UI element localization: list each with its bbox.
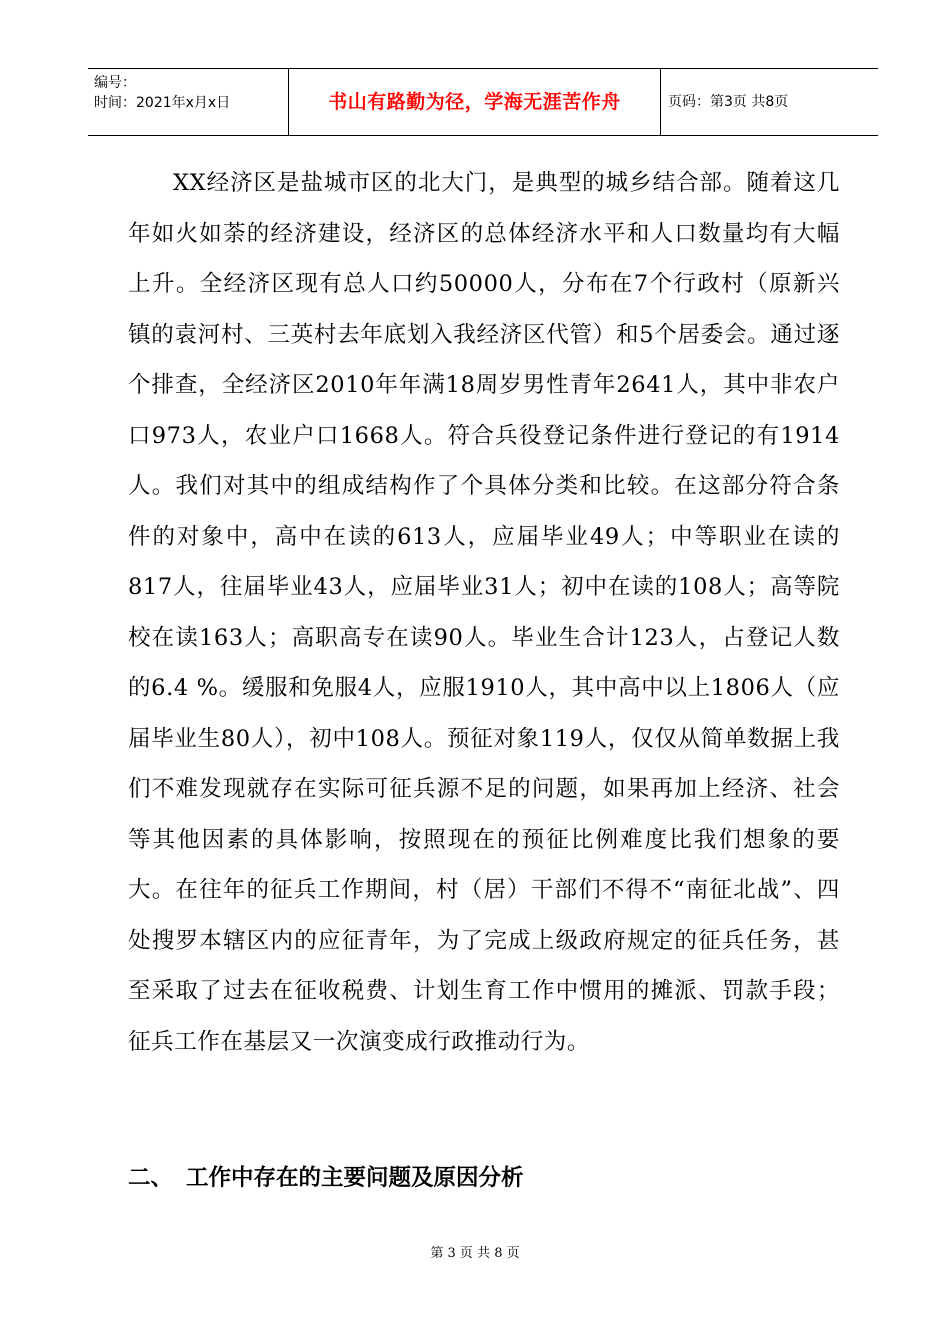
body-paragraph: XX经济区是盐城市区的北大门，是典型的城乡结合部。随着这几年如火如荼的经济建设，经济区的总体经济水平和人口数量均有大幅上升。全经济区现有总人口约50000人，分布在7个行政村（原新兴镇的袁河村、三英村去年底划入我经济区代管）和5个居委会。通过逐个排查，全经济区2010年年满18周岁男性青年2641人，其中非农户口973人，农业户口1668人。符合兵役登记条件进行登记的有1914人。我们对其中的组成结构作了个具体分类和比较。在这部分符合条件的对象中，高中在读的613人，应届毕业49人；中等职业在读的817人，往届毕业43人，应届毕业31人；初中在读的108人；高等院校在读163人；高职高专在读90人。毕业生合计123人，占登记人数的6.4 %。缓服和免服4人，应服1910人，其中高中以上1806人（应届毕业生80人），初中108人。预征对象119人，仅仅从简单数据上我们不难发现就存在实际可征兵源不足的问题，如果再加上经济、社会等其他因素的具体影响，按照现在的预征比例难度比我们想象的要大。在往年的征兵工作期间，村（居）干部们不得不“南征北战”、四处搜罗本辖区内的应征青年，为了完成上级政府规定的征兵任务，甚至采取了过去在征收税费、计划生育工作中惯用的摊派、罚款手段；征兵工作在基层又一次演变成行政推动行为。 (128, 170, 840, 1055)
header-divider-right (660, 69, 661, 135)
section-number: 二、 (128, 1165, 174, 1191)
header-motto: 书山有路勤为径，学海无涯苦作舟 (328, 91, 621, 113)
page-footer: 第 3 页 共 8 页 (430, 1246, 520, 1261)
page-header (88, 68, 878, 136)
serial-number-label: 编号： (94, 75, 136, 91)
date-label: 时间：2021年x月x日 (94, 95, 231, 111)
header-page-number: 页码：第3页 共8页 (668, 94, 789, 110)
section-title: 工作中存在的主要问题及原因分析 (186, 1165, 524, 1191)
section-heading (128, 1158, 524, 1198)
header-meta (94, 73, 288, 113)
